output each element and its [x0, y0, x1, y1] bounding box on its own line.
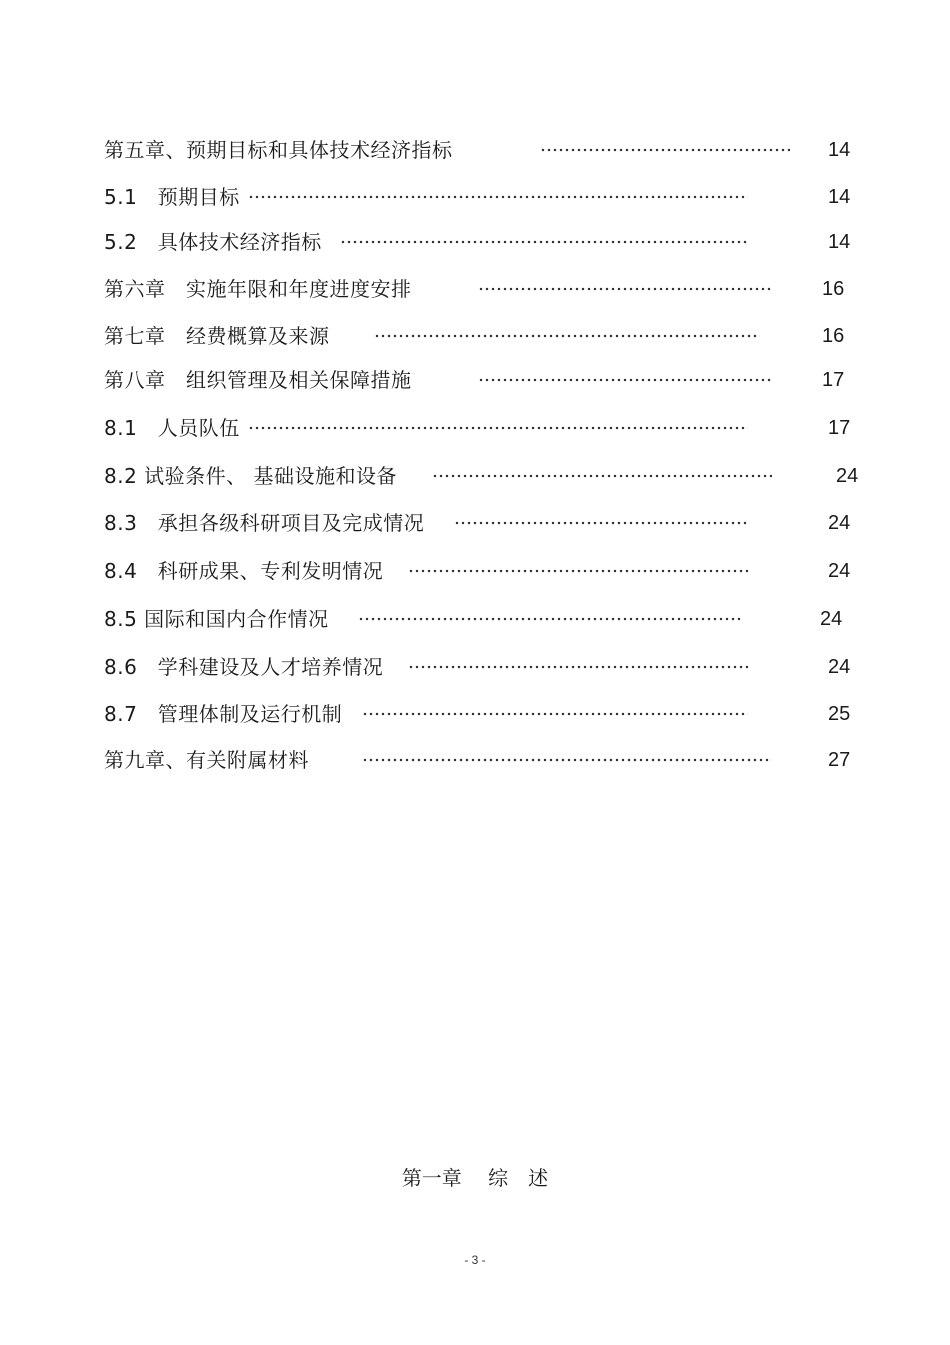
toc-entry[interactable]	[0, 413, 950, 443]
toc-entry-page: 24	[828, 512, 851, 534]
toc-leader-dots	[374, 329, 760, 343]
toc-entry-page: 16	[822, 325, 845, 347]
toc-leader-dots	[248, 190, 748, 204]
toc-entry-label: 第九章、有关附属材料	[104, 748, 309, 772]
toc-leader-dots	[340, 235, 748, 249]
chapter-heading: 第一章 综 述	[401, 1166, 549, 1190]
toc-leader-dots	[362, 707, 748, 721]
toc-leader-dots	[432, 469, 772, 483]
toc-entry-page: 24	[820, 608, 843, 630]
toc-entry-page: 24	[828, 656, 851, 678]
toc-entry-page: 14	[828, 139, 851, 161]
toc-entry-page: 14	[828, 186, 851, 208]
toc-entry[interactable]	[0, 365, 950, 395]
toc-entry[interactable]	[0, 182, 950, 212]
toc-entry[interactable]	[0, 274, 950, 304]
toc-entry-label: 第八章 组织管理及相关保障措施	[104, 368, 412, 392]
page-number: - 3 -	[464, 1253, 486, 1267]
toc-entry[interactable]	[0, 321, 950, 351]
toc-entry-page: 14	[828, 231, 851, 253]
toc-entry-page: 24	[836, 465, 859, 487]
toc-leader-dots	[362, 753, 772, 767]
toc-entry[interactable]	[0, 745, 950, 775]
toc-entry[interactable]	[0, 135, 950, 165]
toc-entry[interactable]	[0, 604, 950, 634]
toc-entry-page: 25	[828, 703, 851, 725]
toc-entry-label: 5.2 具体技术经济指标	[104, 230, 322, 254]
toc-entry-page: 24	[828, 560, 851, 582]
toc-entry-page: 27	[828, 749, 851, 771]
toc-entry-page: 17	[828, 417, 851, 439]
toc-entry-label: 5.1 预期目标	[104, 185, 240, 209]
toc-entry[interactable]	[0, 652, 950, 682]
toc-entry[interactable]	[0, 556, 950, 586]
toc-entry[interactable]	[0, 461, 950, 491]
toc-entry-label: 8.1 人员队伍	[104, 416, 240, 440]
toc-entry-label: 第六章 实施年限和年度进度安排	[104, 277, 412, 301]
toc-leader-dots	[478, 373, 772, 387]
toc-entry-page: 16	[822, 278, 845, 300]
toc-entry[interactable]	[0, 227, 950, 257]
toc-entry-label: 8.7 管理体制及运行机制	[104, 702, 343, 726]
toc-leader-dots	[358, 612, 742, 626]
toc-entry-label: 第五章、预期目标和具体技术经济指标	[104, 138, 453, 162]
toc-entry-label: 8.4 科研成果、专利发明情况	[104, 559, 384, 583]
toc-entry[interactable]	[0, 508, 950, 538]
toc-entry-label: 第七章 经费概算及来源	[104, 324, 330, 348]
toc-leader-dots	[408, 660, 748, 674]
toc-entry-label: 8.2 试验条件、 基础设施和设备	[104, 464, 398, 488]
toc-leader-dots	[454, 516, 748, 530]
toc-leader-dots	[408, 564, 748, 578]
toc-entry-label: 8.6 学科建设及人才培养情况	[104, 655, 384, 679]
toc-leader-dots	[478, 282, 772, 296]
toc-entry-label: 8.5 国际和国内合作情况	[104, 607, 329, 631]
toc-entry-label: 8.3 承担各级科研项目及完成情况	[104, 511, 425, 535]
toc-entry[interactable]	[0, 699, 950, 729]
toc-entry-page: 17	[822, 369, 845, 391]
toc-leader-dots	[248, 421, 748, 435]
toc-leader-dots	[540, 143, 790, 157]
